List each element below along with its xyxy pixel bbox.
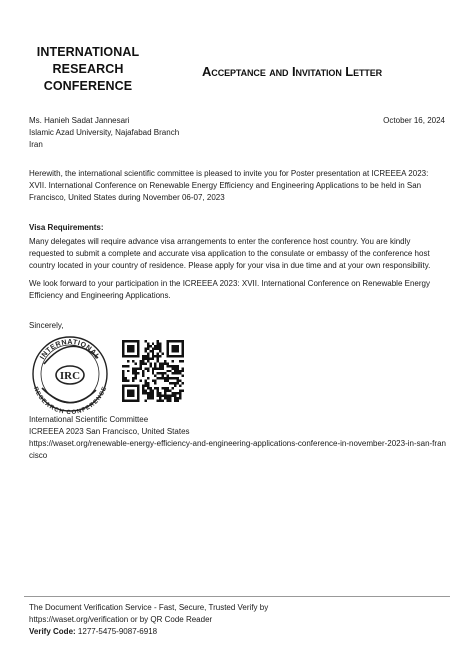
sign-off: Sincerely, — [29, 321, 64, 330]
event-location: ICREEEA 2023 San Francisco, United States — [29, 427, 190, 436]
conference-url[interactable]: https://waset.org/renewable-energy-efficiency-and-engineering-applications-conference-in-november-2023-in-san-francisco — [29, 439, 446, 460]
qr-code[interactable] — [122, 340, 184, 402]
seal-bottom-text: RESEARCH CONFERENCE — [31, 386, 109, 414]
recipient-country: Iran — [29, 140, 43, 149]
org-name-line-2: RESEARCH — [52, 62, 124, 76]
verify-code-line — [29, 626, 268, 638]
closing-paragraph: We look forward to your participation in the ICREEEA 2023: XVII. International Conference on Renewable Energy Efficiency and Engineering Applications. — [29, 279, 430, 300]
verification-footer — [29, 602, 268, 638]
verification-line-2: https://waset.org/verification or by QR Code Reader — [29, 615, 213, 624]
organization-name — [24, 44, 152, 95]
signatory-block — [29, 414, 447, 462]
verify-code-value: 1277-5475-9087-6918 — [77, 627, 158, 636]
visa-heading: Visa Requirements: — [29, 223, 104, 232]
footer-divider — [24, 596, 450, 597]
invitation-paragraph: Herewith, the international scientific committee is pleased to invite you for Poster presentation at ICREEEA 2023: XVII. International Conference on Renewable Energy Efficiency and Engineering Applications to be held in San Francisco, United States during November 06-07, 2023 — [29, 169, 429, 202]
org-name-line-3: CONFERENCE — [43, 79, 133, 93]
visa-paragraph: Many delegates will require advance visa arrangements to enter the conference host country. You are kindly requested to submit a complete and accurate visa application to the consulate or embassy of the conference host country located in your country of residence. Please apply for your visa in due time and at your own responsibility. — [29, 237, 431, 270]
seal-center-text: IRC — [59, 370, 81, 382]
verification-line-1: The Document Verification Service - Fast, Secure, Trusted Verify by — [29, 603, 269, 612]
svg-text:INTERNATIONAL — [39, 339, 101, 361]
verify-code-label: Verify Code: — [29, 627, 76, 636]
recipient-affiliation: Islamic Azad University, Najafabad Branch — [29, 128, 180, 137]
conference-seal — [30, 334, 110, 414]
letter-date: October 16, 2024 — [383, 116, 445, 125]
seal-top-text: INTERNATIONAL — [39, 339, 101, 361]
letter-title: Acceptance and Invitation Letter — [202, 64, 383, 79]
recipient-name: Ms. Hanieh Sadat Jannesari — [29, 116, 130, 125]
recipient-block — [29, 115, 179, 151]
committee-name: International Scientific Committee — [29, 415, 149, 424]
org-name-line-1: INTERNATIONAL — [36, 45, 140, 59]
